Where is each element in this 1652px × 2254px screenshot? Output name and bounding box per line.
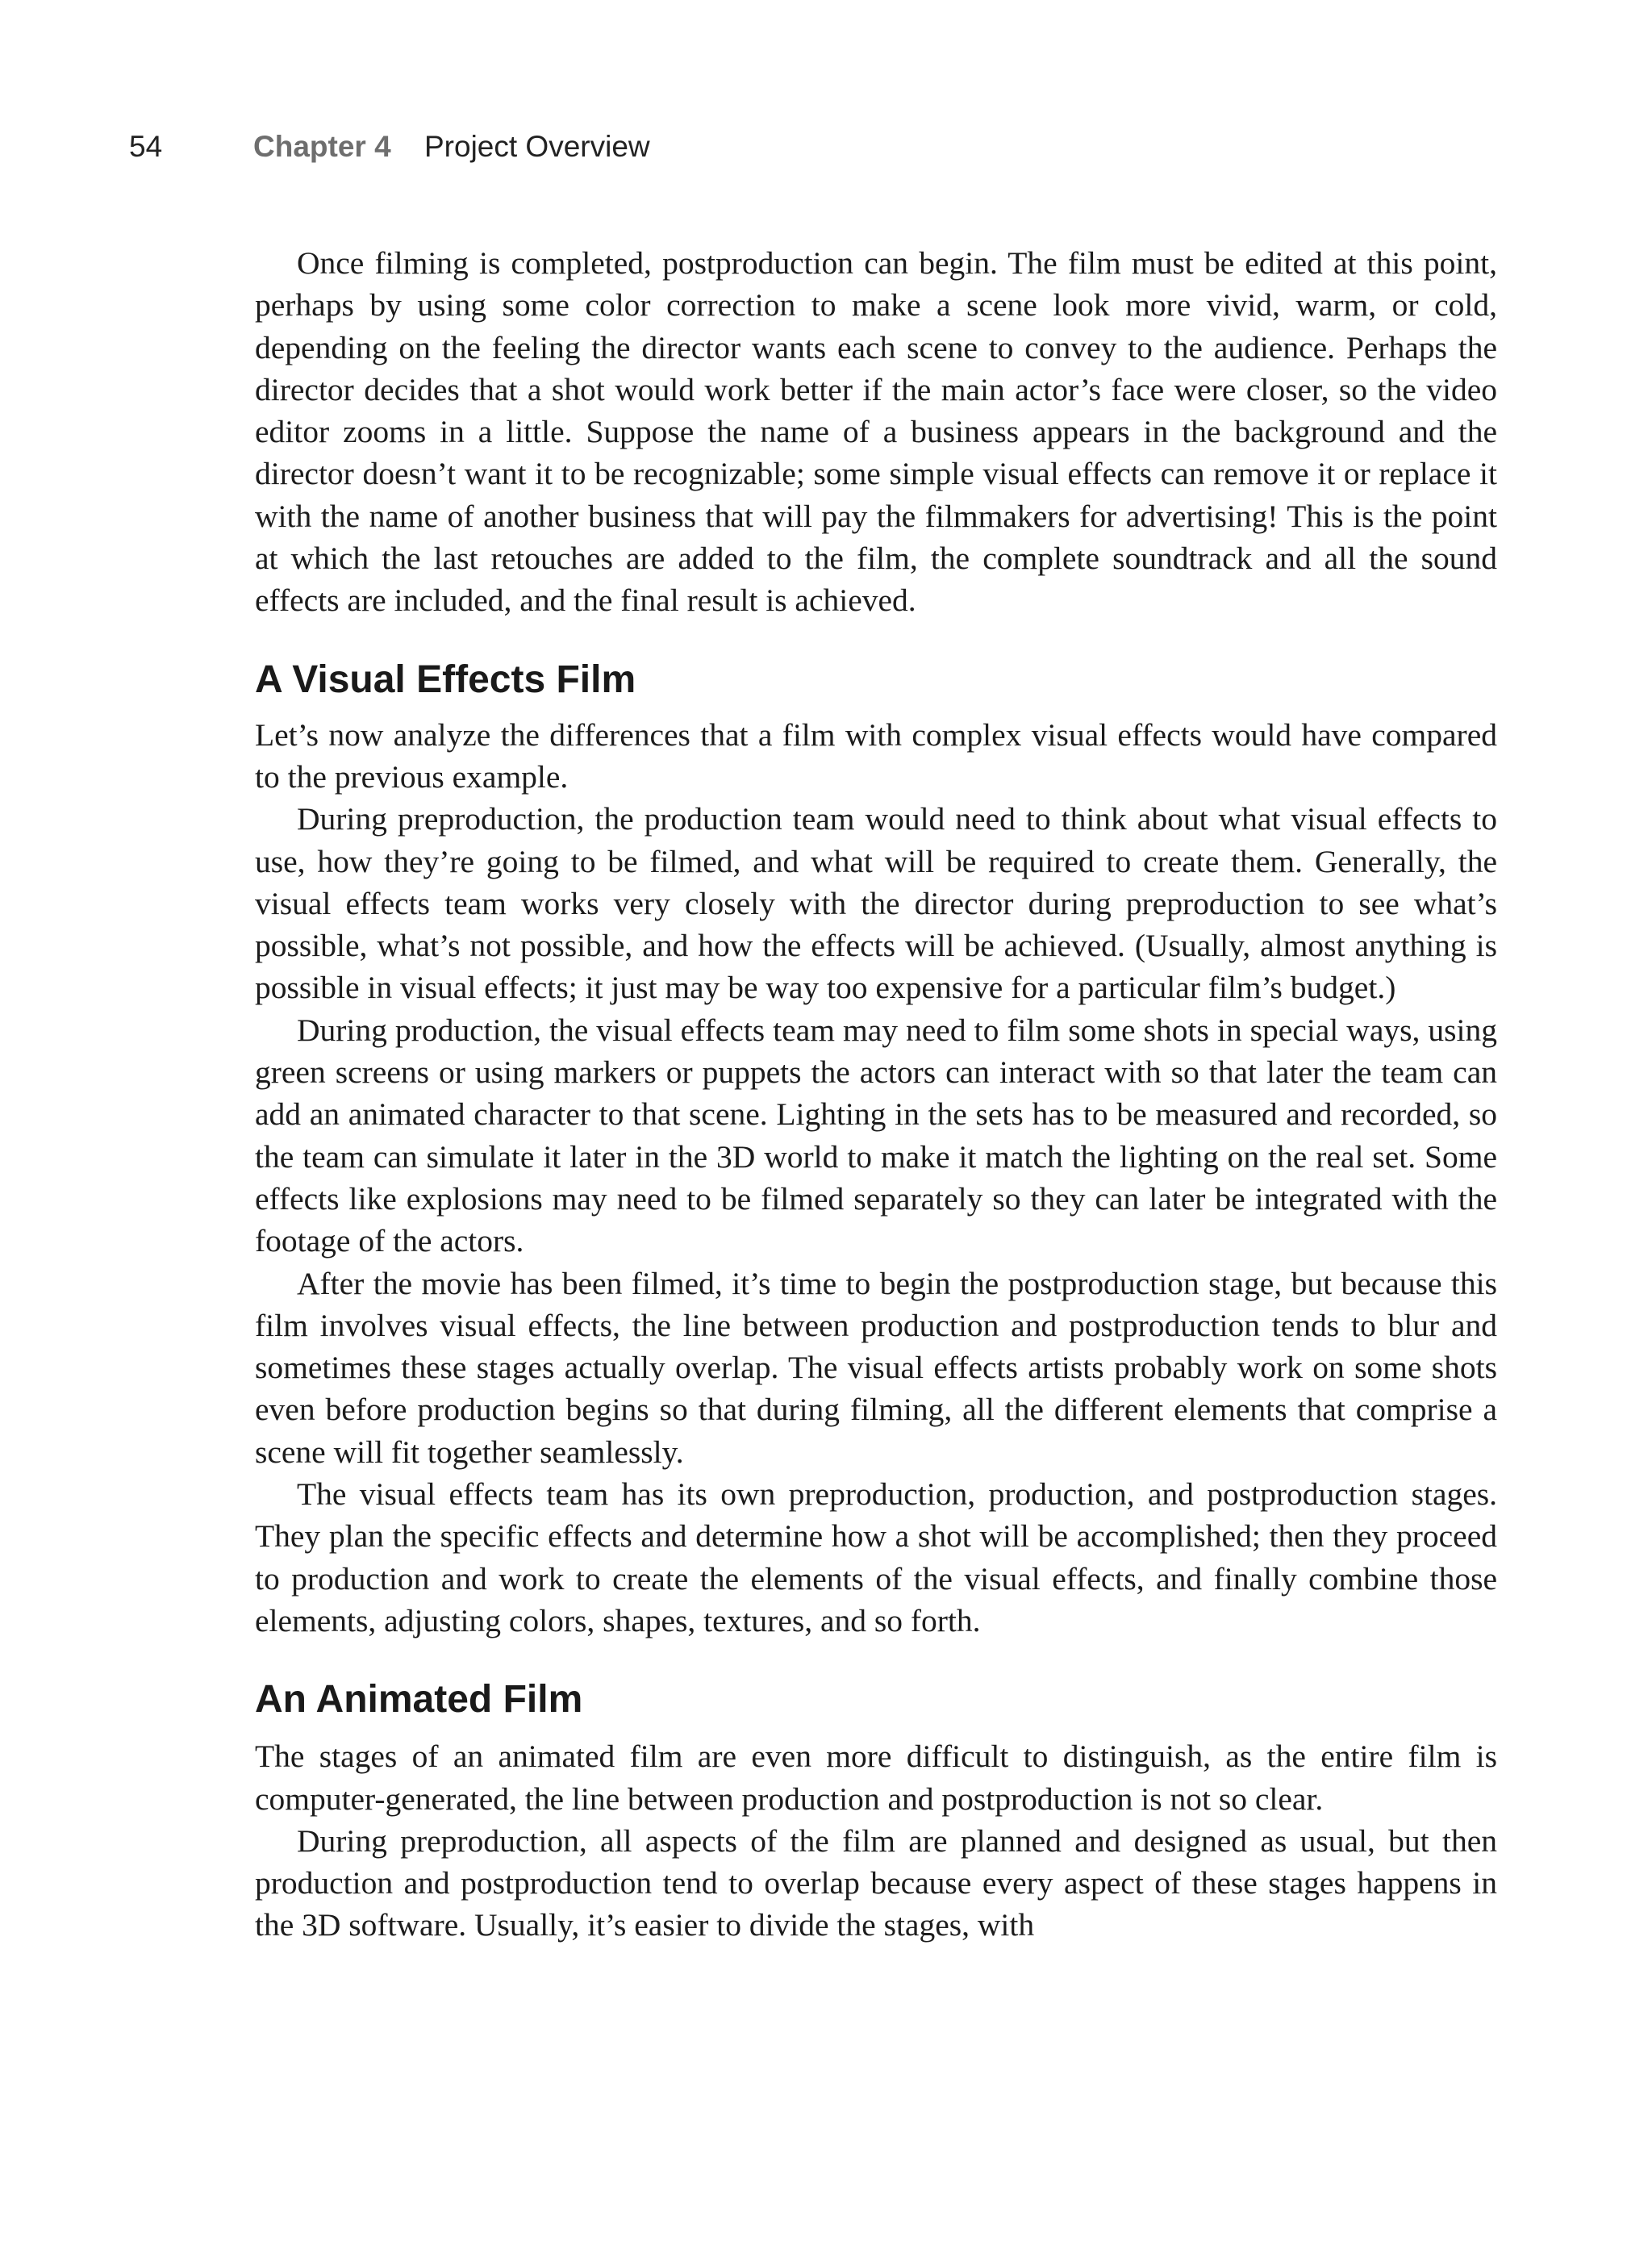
body-text: [255, 242, 1497, 1947]
chapter-title: Project Overview: [424, 130, 650, 163]
paragraph: During preproduction, all aspects of the film are planned and designed as usual, but then production and postproduction tend to overlap because every aspect of these stages happens in the 3D software. Usually, it’s easier to divide the stages, with: [255, 1822, 1497, 1943]
section-heading-visual-effects-film: A Visual Effects Film: [255, 657, 636, 701]
chapter-label: Chapter 4: [253, 130, 391, 163]
paragraph: During production, the visual effects team may need to film some shots in special ways, using green screens or using markers or puppets the actors can interact with so that later the team can add an animated character to that scene. Lighting in the sets has to be measured and recorded, so the team can simulate it later in the 3D world to make it match the lighting on the real set. Some effects like explosions may need to be filmed separately so they can later be integrated with the footage of the actors.: [255, 1012, 1497, 1259]
paragraph: During preproduction, the production team would need to think about what visual effects to use, how they’re going to be filmed, and what will be required to create them. Generally, the visual effects team works very closely with the director during preproduction to see what’s possible, what’s not possible, and how the effects will be achieved. (Usually, almost anything is possible in visual effects; it just may be way too expensive for a particular film’s budget.): [255, 801, 1497, 1006]
paragraph: The visual effects team has its own preproduction, production, and postproduction stages. They plan the specific effects and determine how a shot will be accomplished; then they proceed to production and work to create the elements of the visual effects, and finally combine those elements, adjusting colors, shapes, textures, and so forth.: [255, 1476, 1497, 1638]
section-heading-animated-film: An Animated Film: [255, 1678, 583, 1722]
page-number: 54: [129, 130, 163, 163]
paragraph: Let’s now analyze the differences that a film with complex visual effects would have compared to the previous example.: [255, 716, 1497, 795]
paragraph: The stages of an animated film are even more difficult to distinguish, as the entire film is computer-generated, the line between production and postproduction is not so clear.: [255, 1739, 1497, 1817]
running-head: [129, 123, 1500, 171]
paragraph: After the movie has been filmed, it’s time to begin the postproduction stage, but because this film involves visual effects, the line between production and postproduction tends to blur and sometimes these stages actually overlap. The visual effects artists probably work on some shots even before production begins so that during filming, all the different elements that comprise a scene will fit together seamlessly.: [255, 1265, 1497, 1470]
intro-paragraph: Once filming is completed, postproduction can begin. The film must be edited at this point, perhaps by using some color correction to make a scene look more vivid, warm, or cold, depending on the feeling the director wants each scene to convey to the audience. Perhaps the director decides that a shot would work better if the main actor’s face were closer, so the video editor zooms in a little. Suppose the name of a business appears in the background and the director doesn’t want it to be recognizable; some simple visual effects can remove it or replace it with the name of another business that will pay the filmmakers for advertising! This is the point at which the last retouches are added to the film, the complete soundtrack and all the sound effects are included, and the final result is achieved.: [255, 245, 1497, 619]
